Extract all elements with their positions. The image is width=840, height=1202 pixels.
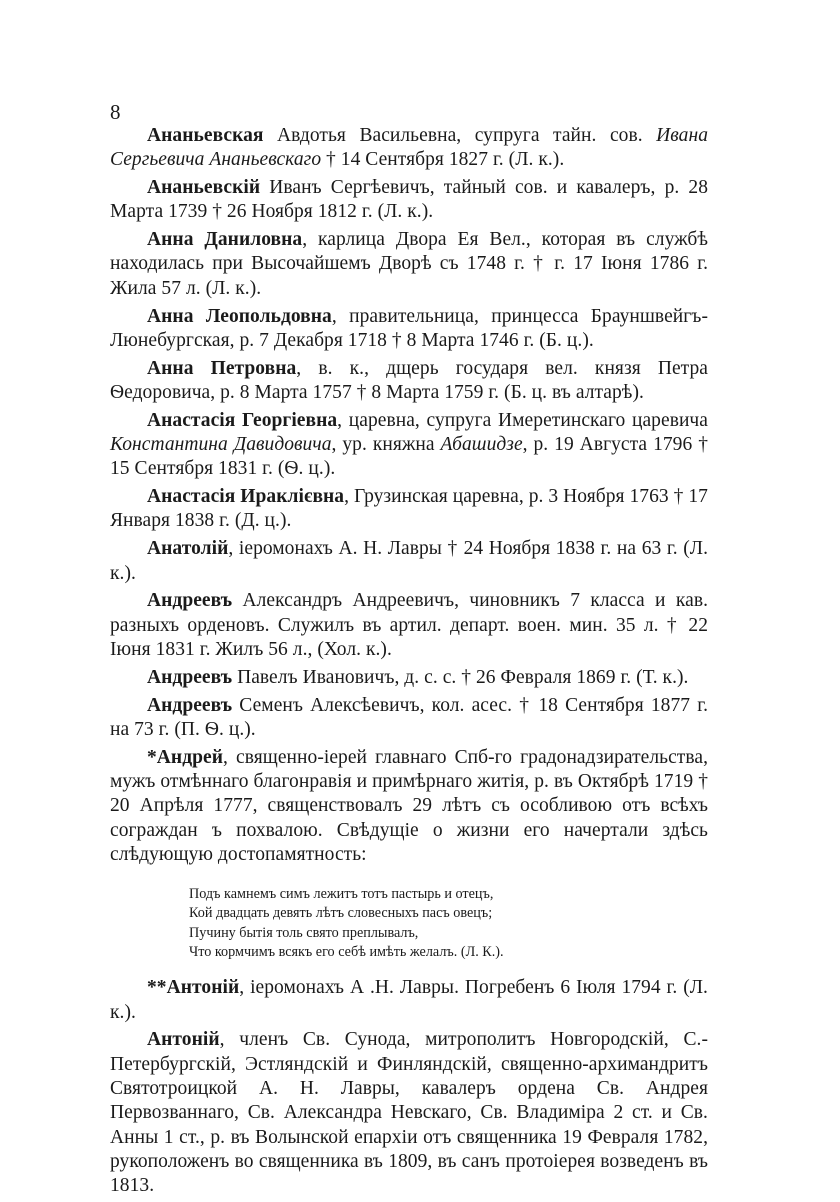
entry-text: , р. 19 Августа 1796 † 15 Сентября 1831 г. (Ѳ. ц.). — [110, 434, 708, 480]
entry-name: Антоній — [147, 1029, 220, 1051]
entry — [110, 694, 708, 743]
entry-name: Андреевъ — [147, 666, 233, 688]
entry-text: , ур. княжна — [331, 434, 441, 456]
poem-line: Пучину бытія толь свято преплывалъ, — [189, 924, 419, 941]
poem-line: Что кормчимъ всякъ его себѣ имѣть желалъ. (Л. К.). — [189, 944, 504, 960]
entry — [110, 228, 708, 301]
entry-text: Семенъ Алексѣевичъ, кол. асес. † 18 Сентября 1877 г. на 73 г. (П. Ѳ. ц.). — [110, 694, 708, 740]
entry-name: **Антоній — [147, 977, 240, 999]
entry — [110, 589, 708, 662]
entries-list — [110, 124, 708, 1202]
entry-name: *Андрей — [147, 746, 224, 768]
poem-line: Кой двадцать девять лѣтъ словесныхъ пасъ овецъ; — [189, 905, 493, 922]
entry-name: Анна Леопольдовна — [147, 305, 332, 327]
entry — [110, 124, 708, 173]
poem-line: Подъ камнемъ симъ лежитъ тотъ пастырь и отецъ, — [189, 886, 494, 903]
entry-text: , правительница, принцесса Брауншвейгъ-Люнебургская, р. 7 Декабря 1718 † 8 Марта 1746 г. (Б. ц.). — [110, 305, 708, 351]
entry-text: , в. к., дщерь государя вел. князя Петра Ѳедоровича, р. 8 Марта 1757 † 8 Марта 1759 г. (Б. ц. въ алтарѣ). — [110, 357, 709, 403]
entry-name: Анна Петровна — [147, 357, 297, 379]
entry-name: Анастасія Ираклієвна — [147, 486, 345, 508]
entry-text: , царевна, супруга Имеретинскаго царевича — [337, 409, 708, 431]
entry — [110, 485, 708, 534]
entry-text: Павелъ Ивановичъ, д. с. с. † 26 Февраля 1869 г. (Т. к.). — [232, 666, 689, 688]
entry — [110, 176, 708, 225]
entry-text: , членъ Св. Сунода, митрополитъ Новгородскій, С.-Петербургскій, Эстляндскій и Финляндскій, священно-архимандритъ Святотроицкой А. Н. Лавры, кавалеръ ордена Св. Андрея Первозваннаго, Св. Александра Невскаго, Св. Владиміра 2 ст. и Св. Анны 1 ст., р. въ Волынской епархіи отъ священника 19 Февраля 1782, рукоположенъ во священника въ 1809, въ санъ протоіерея возведенъ въ 1813. — [110, 1029, 708, 1197]
entry — [110, 1028, 708, 1198]
entry-name: Андреевъ — [147, 590, 233, 612]
entry — [110, 976, 708, 1025]
entry-text: Иванъ Сергѣевичъ, тайный сов. и кавалеръ, р. 28 Марта 1739 † 26 Ноября 1812 г. (Л. к.). — [110, 177, 708, 223]
entry — [110, 537, 708, 586]
entry-name: Анатолій — [147, 538, 229, 560]
entry-text: , карлица Двора Ея Вел., которая въ службѣ находилась при Высочайшемъ Дворѣ съ 1748 г. † г. 17 Іюня 1786 г. Жила 57 л. (Л. к.). — [110, 229, 708, 299]
entry-text: Александръ Андреевичъ, чиновникъ 7 класса и кав. разныхъ орденовъ. Служилъ въ артил. департ. воен. мин. 35 л. † 22 Іюня 1831 г. Жилъ 56 л., (Хол. к.). — [110, 590, 708, 660]
entry-italic-text: Ивана Сергьевича Ананьевскаго — [110, 125, 708, 171]
entry — [110, 357, 708, 406]
entry-name: Ананьевская — [147, 125, 264, 146]
entry-name: Андреевъ — [147, 694, 233, 716]
entry-italic-text: Константина Давидовича — [110, 434, 332, 456]
entry-text: , іеромонахъ А. Н. Лавры † 24 Ноября 1838 г. на 63 г. (Л. к.). — [110, 538, 708, 584]
entry-name: Анна Даниловна — [147, 229, 303, 251]
entry — [110, 305, 708, 354]
entry — [110, 666, 708, 690]
entry-name: Анастасія Георгіевна — [147, 409, 338, 431]
epitaph-poem — [189, 885, 708, 962]
entry-name: Ананьевскій — [147, 177, 261, 199]
entry-text: , священно-іерей главнаго Спб-го градонадзирательства, мужъ отмѣннаго благонравія и примѣрнаго житія, р. въ Октябрѣ 1719 † 20 Апрѣля 1777, священствовалъ 29 лѣтъ съ особливою отъ всѣхъ сограждан ъ похвалою. Свѣдущіе о жизни его начертали здѣсь слѣдующую достопамятность: — [110, 746, 708, 865]
entry-italic-text: Абашидзе — [440, 434, 523, 456]
entry — [110, 409, 708, 482]
page-number: 8 — [110, 100, 121, 124]
entry — [110, 746, 708, 867]
entry-text: , Грузинская царевна, р. 3 Ноября 1763 † 17 Января 1838 г. (Д. ц.). — [110, 486, 708, 532]
entry-text: Авдотья Васильевна, супруга тайн. сов. — [263, 125, 657, 146]
entry-text: † 14 Сентября 1827 г. (Л. к.). — [321, 149, 565, 171]
entry-text: , іеромонахъ А .Н. Лавры. Погребенъ 6 Іюля 1794 г. (Л. к.). — [110, 977, 708, 1023]
